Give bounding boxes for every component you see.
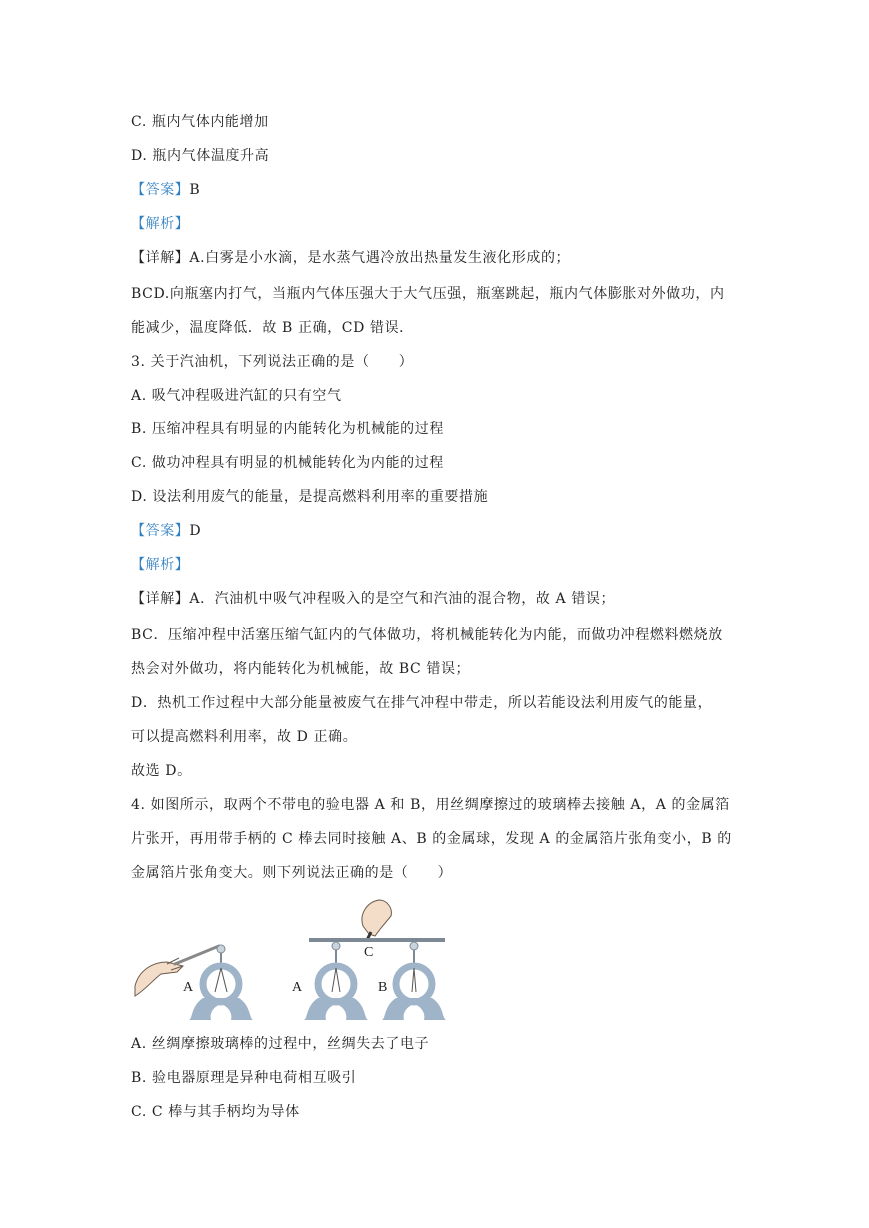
question-4-stem: 4. 如图所示，取两个不带电的验电器 A 和 B，用丝绸摩擦过的玻璃棒去接触 A，A 的金属箔 xyxy=(131,797,730,813)
answer-line xyxy=(131,180,200,200)
explanation-line: 【详解】A．汽油机中吸气冲程吸入的是空气和汽油的混合物，故 A 错误； xyxy=(131,591,616,607)
option-d-line: D. 设法利用废气的能量，是提高燃料利用率的重要措施 xyxy=(131,489,489,505)
electroscope-figure xyxy=(131,896,451,1026)
option-b-line: B. 压缩冲程具有明显的内能转化为机械能的过程 xyxy=(131,421,444,437)
option-c-line: C. 瓶内气体内能增加 xyxy=(131,114,269,130)
electroscope-a-right xyxy=(304,942,368,1020)
electroscope-b xyxy=(382,942,446,1020)
answer-value: B xyxy=(189,182,201,198)
question-4-stem: 金属箔片张角变大。则下列说法正确的是（ ） xyxy=(131,865,453,881)
option-a-line: A. 丝绸摩擦玻璃棒的过程中，丝绸失去了电子 xyxy=(131,1036,430,1052)
explanation-line: 热会对外做功，将内能转化为机械能，故 BC 错误； xyxy=(131,661,471,677)
option-a-line: A. 吸气冲程吸进汽缸的只有空气 xyxy=(131,388,342,404)
explanation-line: 可以提高燃料利用率，故 D 正确。 xyxy=(131,729,358,745)
explanation-line: D．热机工作过程中大部分能量被废气在排气冲程中带走，所以若能设法利用废气的能量， xyxy=(131,695,713,711)
label-a-left: A xyxy=(183,980,194,995)
electroscope-a-left xyxy=(189,945,253,1020)
option-c-line: C. C 棒与其手柄均为导体 xyxy=(131,1104,300,1120)
question-4-stem: 片张开，再用带手柄的 C 棒去同时接触 A、B 的金属球，发现 A 的金属箔片张角变小，B 的 xyxy=(131,831,732,847)
option-d-line: D. 瓶内气体温度升高 xyxy=(131,148,270,164)
answer-line xyxy=(131,521,201,541)
conclusion-line: 故选 D。 xyxy=(131,763,192,779)
glass-rod xyxy=(175,946,219,964)
answer-value: D xyxy=(189,523,202,539)
option-b-line: B. 验电器原理是异种电荷相互吸引 xyxy=(131,1070,357,1086)
analysis-tag: 【解析】 xyxy=(131,557,190,573)
analysis-tag: 【解析】 xyxy=(131,216,190,232)
question-3-stem: 3. 关于汽油机，下列说法正确的是（ ） xyxy=(131,354,414,370)
explanation-line: BCD.向瓶塞内打气，当瓶内气体压强大于大气压强，瓶塞跳起，瓶内气体膨胀对外做功，内 xyxy=(131,286,725,302)
hand-icon xyxy=(362,900,391,936)
label-a-right: A xyxy=(292,980,303,995)
explanation-line: BC．压缩冲程中活塞压缩气缸内的气体做功，将机械能转化为内能，而做功冲程燃料燃烧放 xyxy=(131,627,723,643)
label-b: B xyxy=(378,980,388,995)
explanation-line: 能减少，温度降低．故 B 正确，CD 错误． xyxy=(131,320,414,336)
answer-tag: 【答案】 xyxy=(131,182,190,198)
option-c-line: C. 做功冲程具有明显的机械能转化为内能的过程 xyxy=(131,455,444,471)
explanation-line: 【详解】A.白雾是小水滴，是水蒸气遇冷放出热量发生液化形成的； xyxy=(131,250,571,266)
answer-tag: 【答案】 xyxy=(131,523,190,539)
label-c: C xyxy=(364,945,374,960)
